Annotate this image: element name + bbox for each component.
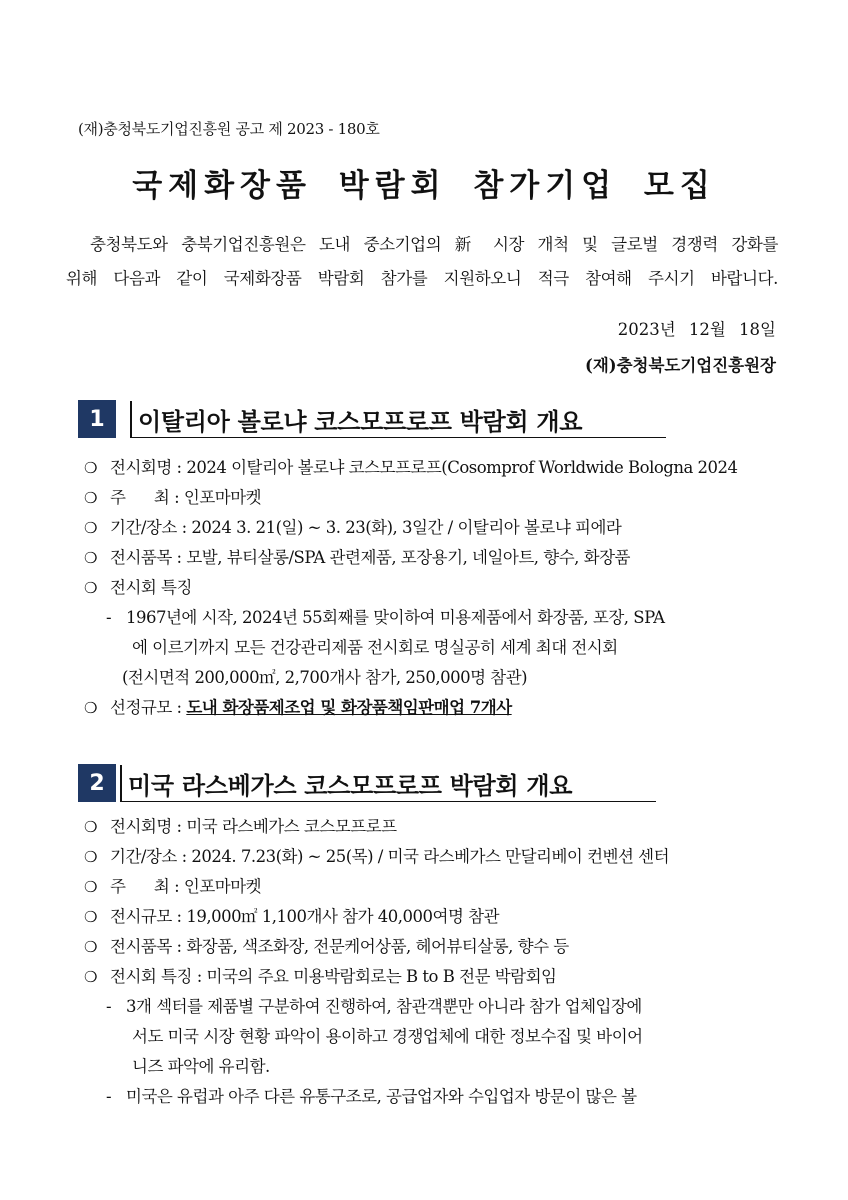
section-number: 1 bbox=[78, 400, 116, 438]
feature-line: 에 이르기까지 모든 건강관리제품 전시회로 명실공히 세계 최대 전시회 bbox=[132, 638, 618, 657]
section-2-list bbox=[78, 812, 778, 1112]
item-label: 기간/장소 bbox=[110, 518, 177, 537]
circle-bullet-icon: ❍ bbox=[84, 459, 97, 477]
feature-line: 니즈 파악에 유리함. bbox=[132, 1057, 270, 1076]
item-label: 주 최 bbox=[110, 488, 170, 507]
item-label: 전시회 특징 bbox=[110, 967, 192, 986]
feature-line bbox=[78, 992, 778, 1022]
item-value: 화장품, 색조화장, 전문케어상품, 헤어뷰티살롱, 향수 등 bbox=[186, 937, 569, 956]
circle-bullet-icon: ❍ bbox=[84, 579, 97, 597]
circle-bullet-icon: ❍ bbox=[84, 699, 97, 717]
item-label: 전시규모 bbox=[110, 907, 172, 926]
circle-bullet-icon: ❍ bbox=[84, 908, 97, 926]
feature-text: 3개 섹터를 제품별 구분하여 진행하여, 참관객뿐만 아니라 참가 업체입장에 bbox=[126, 997, 642, 1016]
section-1-header bbox=[78, 400, 666, 438]
item-value: 인포마마켓 bbox=[183, 488, 262, 507]
feature-text: 1967년에 시작, 2024년 55회째를 맞이하여 미용제품에서 화장품, 포장, SPA bbox=[126, 608, 665, 627]
section-1-list bbox=[78, 453, 778, 723]
item-label: 선정규모 bbox=[110, 698, 172, 717]
intro-line: 위해 다음과 같이 국제화장품 박람회 참가를 지원하오니 적극 참여해 주시기 바랍니다. bbox=[66, 269, 778, 288]
selection-value: 도내 화장품제조업 및 화장품책임판매업 7개사 bbox=[186, 698, 512, 717]
section-title: 이탈리아 볼로냐 코스모프로프 박람회 개요 bbox=[130, 401, 666, 438]
section-number: 2 bbox=[78, 764, 116, 802]
list-item: ❍ 전시회 특징 : 미국의 주요 미용박람회로는 B to B 전문 박람회임 bbox=[78, 962, 778, 992]
item-value: 19,000㎡ 1,100개사 참가 40,000여명 참관 bbox=[186, 907, 500, 926]
list-item: ❍ 기간/장소 : 2024. 7.23(화) ~ 25(목) / 미국 라스베가스 만달리베이 컨벤션 센터 bbox=[78, 842, 778, 872]
list-item: ❍ 주 최 : 인포마마켓 bbox=[78, 483, 778, 513]
item-label: 전시품목 bbox=[110, 937, 172, 956]
item-value: 모발, 뷰티살롱/SPA 관련제품, 포장용기, 네일아트, 향수, 화장품 bbox=[186, 548, 630, 567]
feature-text: 미국은 유럽과 아주 다른 유통구조로, 공급업자와 수입업자 방문이 많은 볼 bbox=[126, 1087, 637, 1106]
list-item: ❍ 전시품목 : 모발, 뷰티살롱/SPA 관련제품, 포장용기, 네일아트, 향수, 화장품 bbox=[78, 543, 778, 573]
section-2-header bbox=[78, 764, 656, 802]
item-label: 주 최 bbox=[110, 877, 170, 896]
circle-bullet-icon: ❍ bbox=[84, 549, 97, 567]
list-item: ❍ 주 최 : 인포마마켓 bbox=[78, 872, 778, 902]
feature-line bbox=[78, 1082, 778, 1112]
list-item: ❍ 전시회명 : 미국 라스베가스 코스모프로프 bbox=[78, 812, 778, 842]
feature-line: (전시면적 200,000㎡, 2,700개사 참가, 250,000명 참관) bbox=[122, 668, 528, 687]
intro-paragraph bbox=[66, 228, 778, 296]
item-value: 2024 이탈리아 볼로냐 코스모프로프(Cosomprof Worldwide Bologna 2024 bbox=[186, 458, 738, 477]
circle-bullet-icon: ❍ bbox=[84, 818, 97, 836]
list-item: ❍ 전시품목 : 화장품, 색조화장, 전문케어상품, 헤어뷰티살롱, 향수 등 bbox=[78, 932, 778, 962]
intro-line: 충청북도와 충북기업진흥원은 도내 중소기업의 新 시장 개척 및 글로벌 경쟁력 강화를 bbox=[90, 235, 778, 254]
section-title: 미국 라스베가스 코스모프로프 박람회 개요 bbox=[120, 765, 656, 802]
dash-bullet: - bbox=[106, 608, 112, 627]
circle-bullet-icon: ❍ bbox=[84, 848, 97, 866]
circle-bullet-icon: ❍ bbox=[84, 938, 97, 956]
item-value: 미국의 주요 미용박람회로는 B to B 전문 박람회임 bbox=[206, 967, 557, 986]
item-value: 2024 3. 21(일) ~ 3. 23(화), 3일간 / 이탈리아 볼로냐 피에라 bbox=[191, 518, 622, 537]
circle-bullet-icon: ❍ bbox=[84, 878, 97, 896]
item-label: 전시회명 bbox=[110, 817, 172, 836]
notice-date: 2023년 12월 18일 bbox=[617, 320, 776, 339]
item-value: 미국 라스베가스 코스모프로프 bbox=[186, 817, 397, 836]
item-value: 2024. 7.23(화) ~ 25(목) / 미국 라스베가스 만달리베이 컨벤션 센터 bbox=[191, 847, 670, 866]
circle-bullet-icon: ❍ bbox=[84, 968, 97, 986]
list-item bbox=[78, 573, 778, 603]
list-item: ❍ 전시회명 : 2024 이탈리아 볼로냐 코스모프로프(Cosomprof Worldwide Bologna 2024 bbox=[78, 453, 778, 483]
item-label: 전시회 특징 bbox=[110, 578, 192, 597]
list-item: ❍ 선정규모 : 도내 화장품제조업 및 화장품책임판매업 7개사 bbox=[78, 693, 778, 723]
feature-line bbox=[78, 603, 778, 633]
item-label: 전시회명 bbox=[110, 458, 172, 477]
feature-line: 서도 미국 시장 현황 파악이 용이하고 경쟁업체에 대한 정보수집 및 바이어 bbox=[132, 1027, 643, 1046]
item-value: 인포마마켓 bbox=[183, 877, 262, 896]
circle-bullet-icon: ❍ bbox=[84, 489, 97, 507]
item-label: 전시품목 bbox=[110, 548, 172, 567]
dash-bullet: - bbox=[106, 1087, 112, 1106]
circle-bullet-icon: ❍ bbox=[84, 519, 97, 537]
issuer-org: (재)충청북도기업진흥원장 bbox=[585, 356, 776, 375]
list-item: ❍ 전시규모 : 19,000㎡ 1,100개사 참가 40,000여명 참관 bbox=[78, 902, 778, 932]
list-item: ❍ 기간/장소 : 2024 3. 21(일) ~ 3. 23(화), 3일간 / 이탈리아 볼로냐 피에라 bbox=[78, 513, 778, 543]
item-label: 기간/장소 bbox=[110, 847, 177, 866]
dash-bullet: - bbox=[106, 997, 112, 1016]
notice-number: (재)충청북도기업진흥원 공고 제 2023 - 180호 bbox=[78, 120, 380, 138]
page-title: 국제화장품 박람회 참가기업 모집 bbox=[132, 168, 716, 204]
